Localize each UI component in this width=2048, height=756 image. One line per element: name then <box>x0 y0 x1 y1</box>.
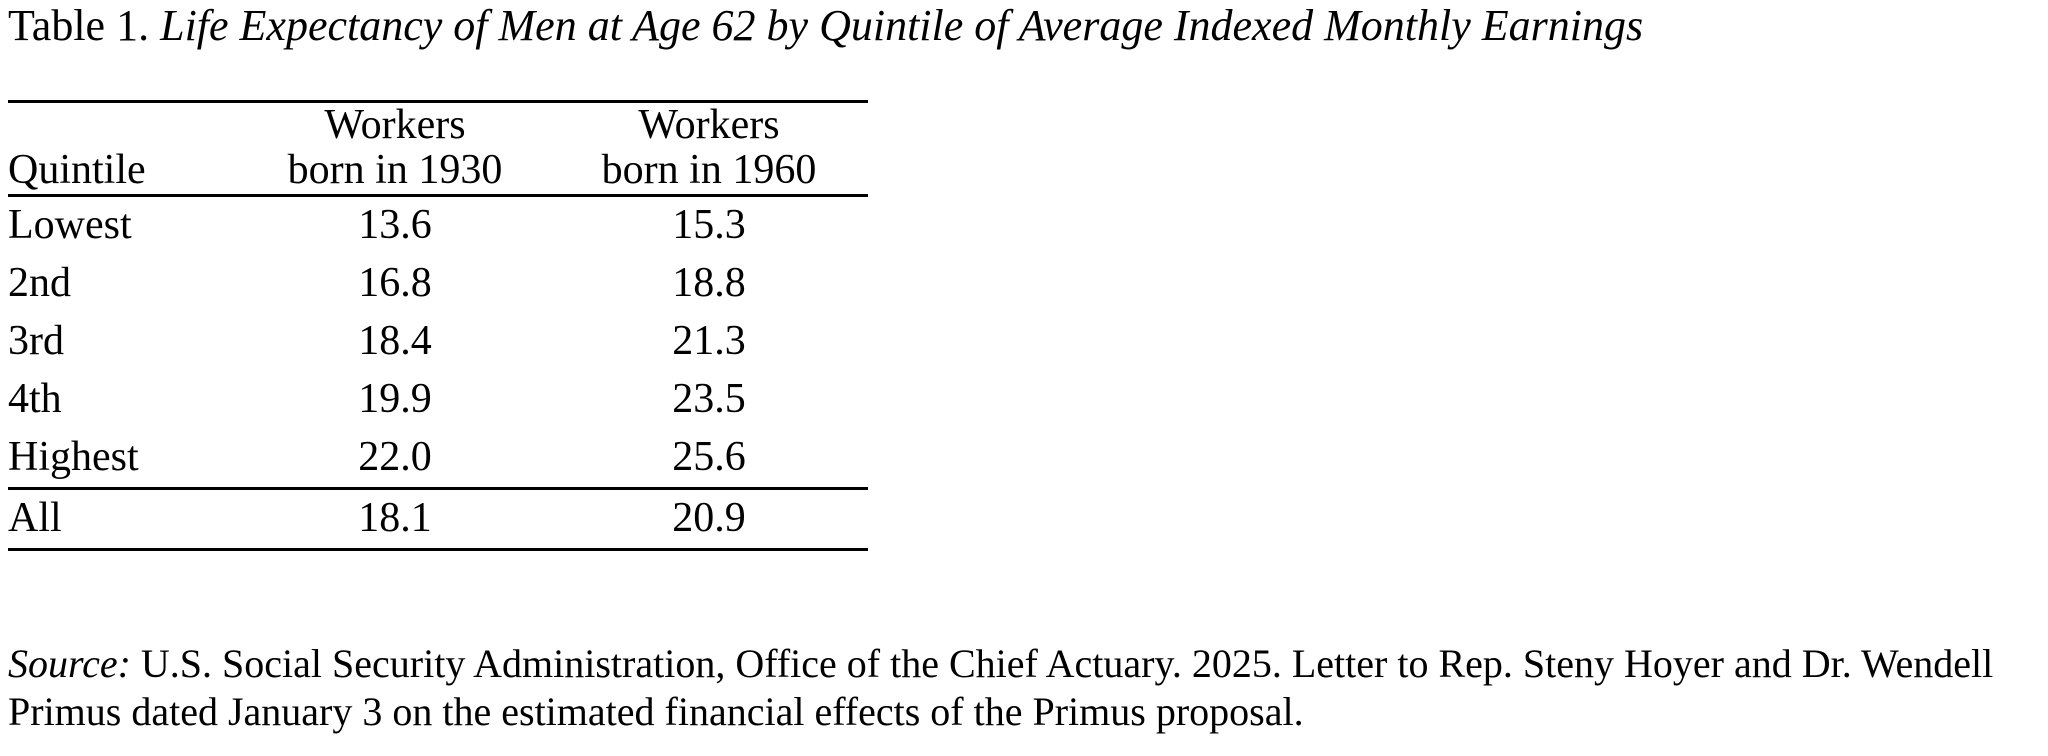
table-header <box>8 102 868 196</box>
column-header-born-1930 <box>240 102 550 196</box>
table-row <box>8 255 868 313</box>
cell-born-1960: 15.3 <box>672 202 746 249</box>
table-header-row <box>8 102 868 196</box>
row-label: 3rd <box>8 318 64 365</box>
row-label: Highest <box>8 434 139 481</box>
row-label: Lowest <box>8 202 132 249</box>
cell-born-1960: 23.5 <box>672 376 746 423</box>
table-source-note <box>8 640 2038 736</box>
table-body <box>8 195 868 549</box>
cell-born-1960: 25.6 <box>672 434 746 481</box>
row-label: 4th <box>8 376 62 423</box>
cell-born-1960: 18.8 <box>672 260 746 307</box>
table-caption-title: Life Expectancy of Men at Age 62 by Quintile of Average Indexed Monthly Earnings <box>160 1 1644 50</box>
row-label-all: All <box>8 488 240 549</box>
table-row <box>8 429 868 489</box>
table-row <box>8 195 868 255</box>
table-row <box>8 313 868 371</box>
cell-born-1930: 19.9 <box>358 376 432 423</box>
column-header-quintile <box>8 102 240 196</box>
column-header-quintile-label: Quintile <box>8 147 146 194</box>
column-header-born-1930-line2: born in 1930 <box>287 147 503 194</box>
cell-born-1930: 13.6 <box>358 202 432 249</box>
cell-all-born-1960: 20.9 <box>550 488 868 549</box>
source-label: Source: <box>8 641 131 686</box>
cell-born-1960: 21.3 <box>672 318 746 365</box>
source-text: U.S. Social Security Administration, Office of the Chief Actuary. 2025. Letter to Rep. Steny Hoyer and Dr. Wendell Primus dated January 3 on the estimated financial effects of the Primus proposal. <box>8 641 1994 734</box>
table-caption-label: Table 1. <box>8 1 150 50</box>
cell-all-born-1930: 18.1 <box>240 488 550 549</box>
column-header-born-1960-line2: born in 1960 <box>601 147 817 194</box>
table-row <box>8 371 868 429</box>
table-caption <box>8 0 1643 52</box>
cell-born-1930: 18.4 <box>358 318 432 365</box>
column-header-born-1960-line1: Workers <box>638 102 780 148</box>
life-expectancy-table <box>8 100 868 551</box>
table-total-row <box>8 488 868 549</box>
column-header-born-1930-line1: Workers <box>324 102 466 148</box>
cell-born-1930: 22.0 <box>358 434 432 481</box>
column-header-born-1960 <box>550 102 868 196</box>
cell-born-1930: 16.8 <box>358 260 432 307</box>
row-label: 2nd <box>8 260 71 307</box>
